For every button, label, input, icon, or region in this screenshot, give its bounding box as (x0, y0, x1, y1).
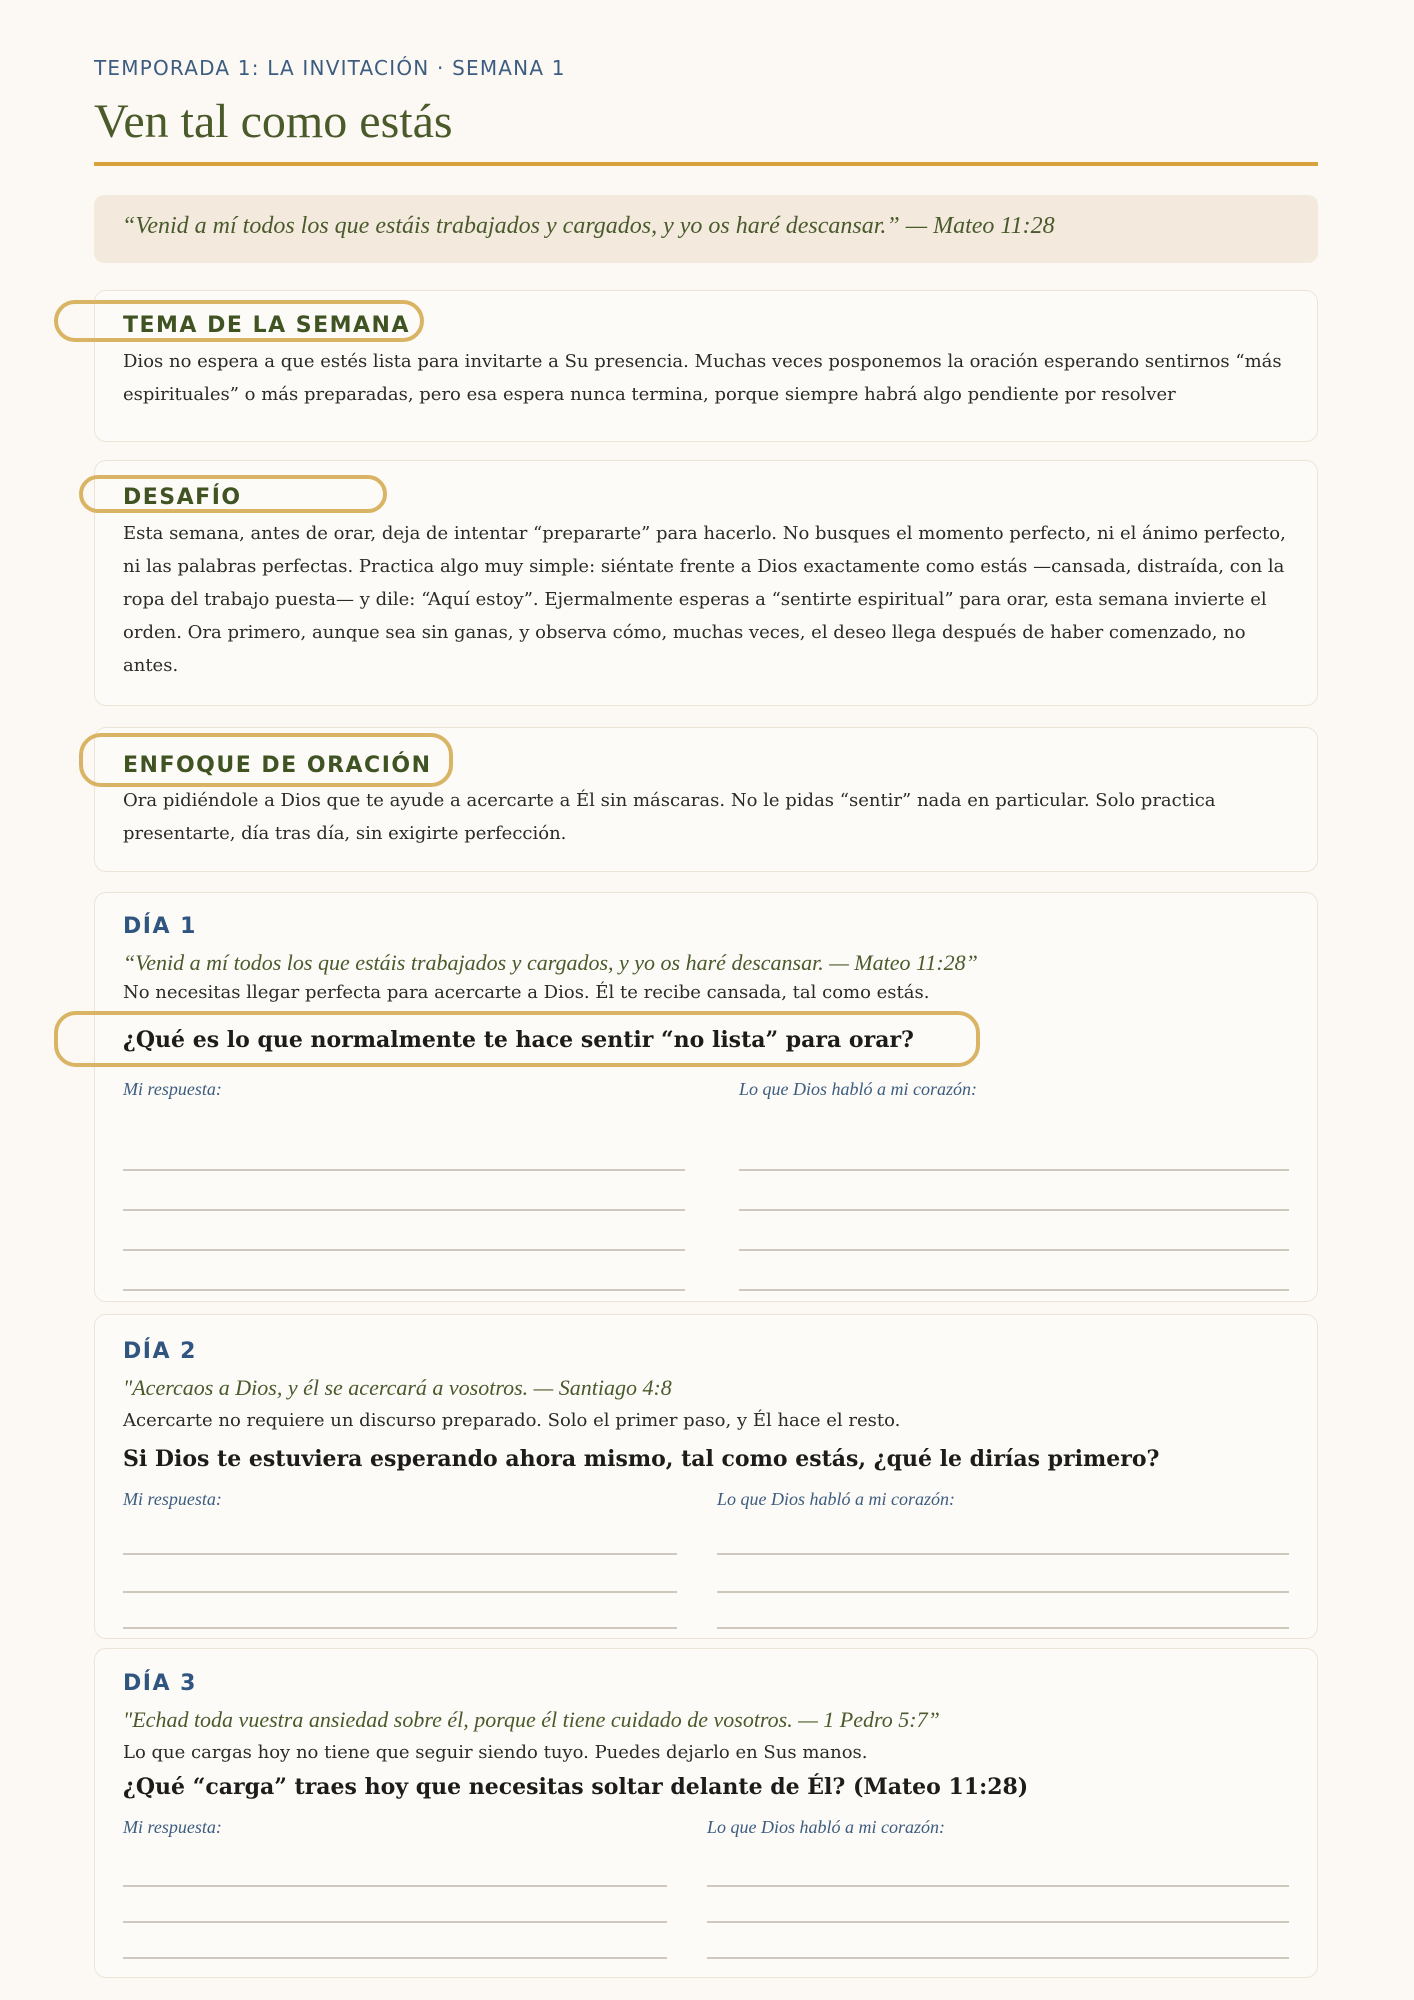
page-title: Ven tal como estás (94, 95, 453, 148)
day-2-reflection-line[interactable] (717, 1591, 1289, 1593)
challenge-body: Esta semana, antes de orar, deja de intentar “prepararte” para hacerlo. No busques el momento perfecto, ni el ánimo perfecto, ni las palabras perfectas. Practica algo muy simple: siéntate frente a Dios exactamente como estás —cansada, distraída, con la ropa del trabajo puesta— y dile: “Aquí estoy”. Ejermalmente esperas a “sentirte espiritual” para orar, esta semana invierte el orden. Ora primero, aunque sea sin ganas, y observa cómo, muchas veces, el deseo llega después de haber comenzado, no antes. (123, 523, 1286, 676)
day-2-note: Acercarte no requiere un discurso preparado. Solo el primer paso, y Él hace el resto. (123, 1410, 901, 1431)
day-2-answer-label: Mi respuesta: (123, 1489, 222, 1509)
day-3-answer-line[interactable] (123, 1885, 667, 1887)
challenge-card (94, 460, 1318, 706)
day-1-god-spoke-label: Lo que Dios habló a mi corazón: (739, 1079, 977, 1099)
day-3-question: ¿Qué “carga” traes hoy que necesitas soltar delante de Él? (Mateo 11:28) (123, 1774, 1029, 1800)
day-3-reflection-line[interactable] (707, 1885, 1289, 1887)
day-2-verse: "Acercaos a Dios, y él se acercará a vosotros. — Santiago 4:8 (123, 1375, 672, 1400)
day-3-verse: "Echad toda vuestra ansiedad sobre él, porque él tiene cuidado de vosotros. — 1 Pedro 5:7” (123, 1707, 940, 1732)
day-1-heading: DÍA 1 (123, 914, 197, 939)
day-2-question: Si Dios te estuviera esperando ahora mismo, tal como estás, ¿qué le dirías primero? (123, 1446, 1160, 1472)
day-1-reflection-line[interactable] (739, 1169, 1289, 1171)
theme-heading: TEMA DE LA SEMANA (123, 313, 410, 338)
theme-card (94, 290, 1318, 442)
day-2-answer-line[interactable] (123, 1553, 677, 1555)
season-kicker: TEMPORADA 1: LA INVITACIÓN · SEMANA 1 (94, 56, 566, 80)
day-2-reflection-line[interactable] (717, 1553, 1289, 1555)
day-1-answer-line[interactable] (123, 1169, 685, 1171)
day-3-answer-line[interactable] (123, 1921, 667, 1923)
day-1-verse: “Venid a mí todos los que estáis trabajados y cargados, y yo os haré descansar. — Mateo 11:28” (123, 950, 978, 975)
prayer-focus-body: Ora pidiéndole a Dios que te ayude a acercarte a Él sin máscaras. No le pidas “sentir” nada en particular. Solo practica presentarte, día tras día, sin exigirte perfección. (123, 790, 1216, 844)
day-1-reflection-line[interactable] (739, 1209, 1289, 1211)
theme-body: Dios no espera a que estés lista para invitarte a Su presencia. Muchas veces posponemos la oración esperando sentirnos “más espirituales” o más preparadas, pero esa espera nunca termina, porque siempre habrá algo pendiente por resolver (123, 351, 1282, 405)
verse-banner: “Venid a mí todos los que estáis trabajados y cargados, y yo os haré descansar.” — Mateo 11:28 (94, 195, 1318, 263)
day-1-question: ¿Qué es lo que normalmente te hace sentir “no lista” para orar? (123, 1027, 914, 1053)
day-1-reflection-line[interactable] (739, 1249, 1289, 1251)
day-1-reflection-line[interactable] (739, 1289, 1289, 1291)
day-3-god-spoke-label: Lo que Dios habló a mi corazón: (707, 1817, 945, 1837)
day-3-answer-line[interactable] (123, 1957, 667, 1959)
day-2-answer-line[interactable] (123, 1591, 677, 1593)
day-2-reflection-line[interactable] (717, 1627, 1289, 1629)
day-2-card (94, 1314, 1318, 1639)
day-1-answer-line[interactable] (123, 1249, 685, 1251)
day-1-answer-line[interactable] (123, 1289, 685, 1291)
prayer-focus-heading: ENFOQUE DE ORACIÓN (123, 753, 432, 778)
day-3-reflection-line[interactable] (707, 1921, 1289, 1923)
day-2-answer-line[interactable] (123, 1627, 677, 1629)
day-3-answer-label: Mi respuesta: (123, 1817, 222, 1837)
day-1-answer-line[interactable] (123, 1209, 685, 1211)
challenge-heading: DESAFÍO (123, 485, 242, 510)
title-divider (94, 162, 1318, 166)
day-1-note: No necesitas llegar perfecta para acercarte a Dios. Él te recibe cansada, tal como estás. (123, 982, 930, 1003)
day-1-answer-label: Mi respuesta: (123, 1079, 222, 1099)
day-3-reflection-line[interactable] (707, 1957, 1289, 1959)
day-1-card (94, 892, 1318, 1302)
prayer-focus-card (94, 727, 1318, 872)
day-3-card (94, 1648, 1318, 1978)
day-3-note: Lo que cargas hoy no tiene que seguir siendo tuyo. Puedes dejarlo en Sus manos. (123, 1742, 868, 1763)
day-2-heading: DÍA 2 (123, 1339, 197, 1364)
day-2-god-spoke-label: Lo que Dios habló a mi corazón: (717, 1489, 955, 1509)
day-3-heading: DÍA 3 (123, 1671, 197, 1696)
